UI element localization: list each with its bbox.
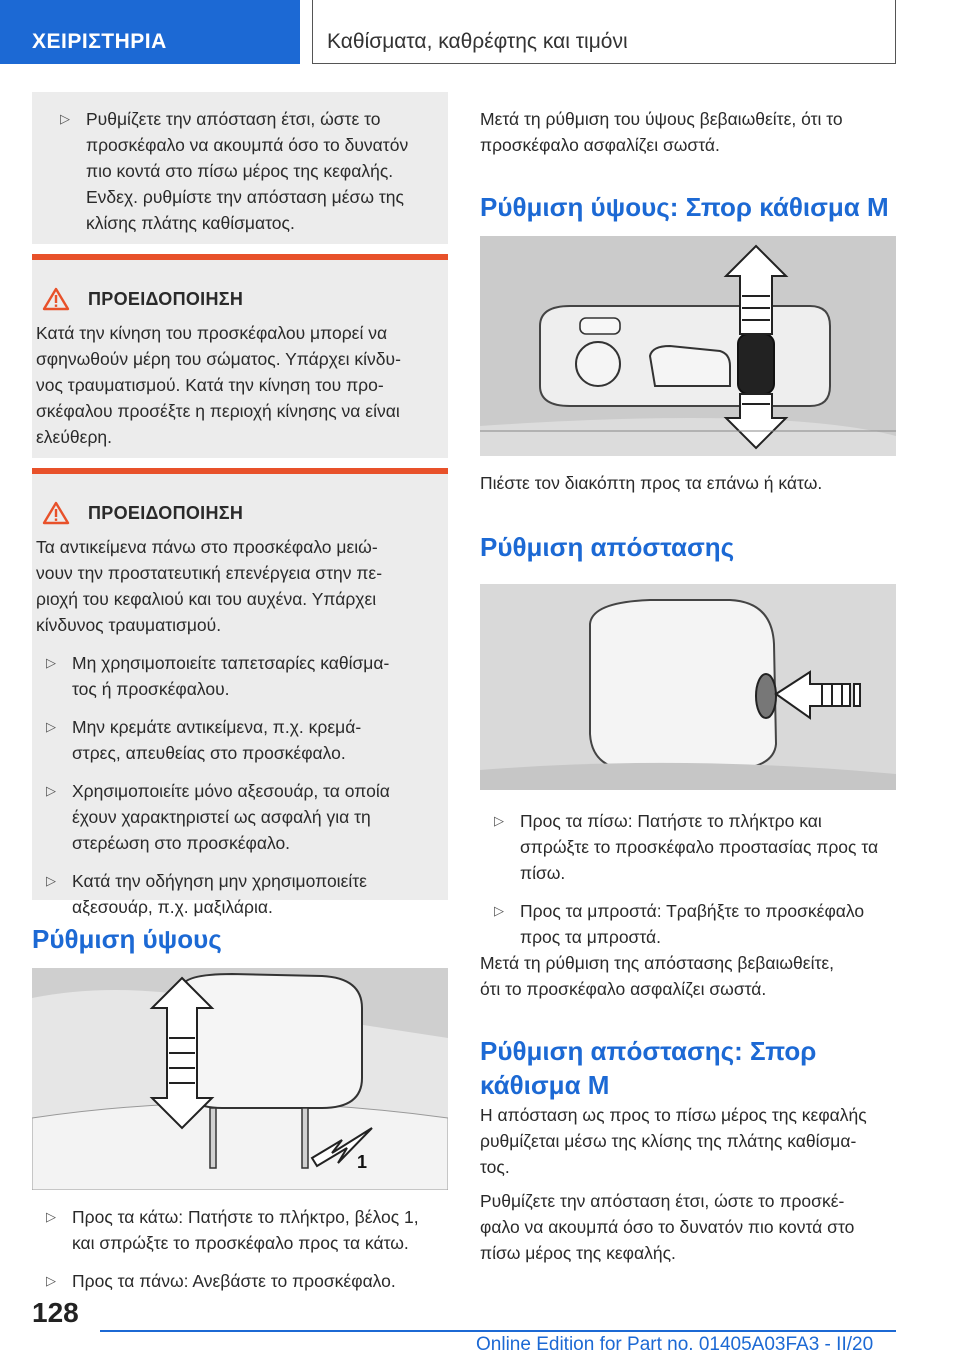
list-line: κλίσης πλάτης καθίσματος.: [86, 213, 295, 233]
chapter-title: Καθίσματα, καθρέφτης και τιμόνι: [312, 0, 896, 64]
distance-bullet-list: [480, 808, 896, 950]
list-item: [32, 778, 434, 856]
triangle-bullet-icon: ▷: [46, 719, 56, 734]
warning-triangle-icon: [42, 287, 70, 311]
headrest-distance-figure: [480, 584, 896, 790]
edition-link[interactable]: Online Edition for Part no. 01405A03FA3 - II/20: [476, 1334, 874, 1355]
list-line: στερέωση στο προσκέφαλο.: [72, 833, 291, 853]
text-line: νος τραυματισμού. Κατά την κίνηση του προ-: [36, 375, 384, 395]
text-line: ριοχή του κεφαλιού και του αυχένα. Υπάρχει: [36, 589, 377, 609]
intro-note-box: [32, 92, 448, 244]
triangle-bullet-icon: ▷: [46, 655, 56, 670]
text-line: σκέφαλου προσέξτε η περιοχή κίνησης να είναι: [36, 401, 400, 421]
section-heading-height: Ρύθμιση ύψους: [32, 924, 222, 954]
warning-box: [32, 254, 448, 458]
heading-line: κάθισμα M: [480, 1070, 610, 1100]
warning-bullet-list: [32, 638, 448, 920]
list-line: Χρησιμοποιείτε μόνο αξεσουάρ, τα οποία: [72, 781, 390, 801]
switch-caption: Πιέστε τον διακόπτη προς τα επάνω ή κάτω.: [480, 473, 823, 493]
triangle-bullet-icon: ▷: [46, 783, 56, 798]
warning-header: [32, 474, 448, 530]
sport-seat-switch-figure: [480, 236, 896, 456]
list-line: έχουν χαρακτηριστεί ως ασφαλή για τη: [72, 807, 371, 827]
text-line: κίνδυνος τραυματισμού.: [36, 615, 222, 635]
list-line: Ρυθμίζετε την απόσταση έτσι, ώστε το: [86, 109, 381, 129]
text-line: Τα αντικείμενα πάνω στο προσκέφαλο μειώ-: [36, 537, 378, 557]
text-line: Μετά τη ρύθμιση της απόστασης βεβαιωθείτε,: [480, 953, 835, 973]
list-line: και σπρώξτε το προσκέφαλο προς τα κάτω.: [72, 1233, 409, 1253]
list-line: Προς τα μπροστά: Τραβήξτε το προσκέφαλο: [520, 901, 865, 921]
text-line: σφηνωθούν μέρη του σώματος. Υπάρχει κίνδυ-: [36, 349, 401, 369]
page-header: [0, 0, 960, 64]
list-line: Προς τα πάνω: Ανεβάστε το προσκέφαλο.: [72, 1271, 396, 1291]
height-confirm-paragraph: [480, 106, 896, 158]
list-line: αξεσουάρ, π.χ. μαξιλάρια.: [72, 897, 273, 917]
section-heading-sport-height: Ρύθμιση ύψους: Σπορ κάθισμα M: [480, 192, 889, 222]
warning-text: [32, 316, 448, 450]
list-line: πίσω.: [520, 863, 566, 883]
distance-illustration: [480, 584, 896, 790]
distance-sport-paragraph: [480, 1102, 896, 1180]
triangle-bullet-icon: ▷: [46, 1273, 56, 1288]
warning-box: [32, 468, 448, 917]
list-item: [32, 868, 434, 920]
list-line: σπρώξτε το προσκέφαλο προστασίας προς τα: [520, 837, 879, 857]
list-line: Μην κρεμάτε αντικείμενα, π.χ. κρεμά-: [72, 717, 362, 737]
text-line: Μετά τη ρύθμιση του ύψους βεβαιωθείτε, ότι το: [480, 109, 843, 129]
list-line: προσκέφαλο να ακουμπά όσο το δυνατόν: [86, 135, 409, 155]
list-line: Μη χρησιμοποιείτε ταπετσαρίες καθίσμα-: [72, 653, 390, 673]
switch-illustration: [480, 236, 896, 456]
distance-adjust-paragraph: [480, 1188, 896, 1266]
text-line: ότι το προσκέφαλο ασφαλίζει σωστά.: [480, 979, 767, 999]
distance-confirm-paragraph: [480, 950, 896, 1002]
list-item: [32, 1204, 448, 1256]
text-line: Κατά την κίνηση του προσκέφαλου μπορεί να: [36, 323, 388, 343]
headrest-illustration: [32, 968, 448, 1190]
warning-title: ΠΡΟΕΙΔΟΠΟΙΗΣΗ: [88, 502, 244, 523]
triangle-bullet-icon: ▷: [494, 813, 504, 828]
text-line: ρυθμίζεται μέσω της κλίσης της πλάτης καθίσμα-: [480, 1131, 857, 1151]
heading-line: Ρύθμιση απόστασης: Σπορ: [480, 1036, 817, 1066]
list-item: [480, 898, 896, 950]
warning-header: [32, 260, 448, 316]
list-item: [32, 714, 434, 766]
list-line: προς τα μπροστά.: [520, 927, 661, 947]
list-line: στρες, απευθείας στο προσκέφαλο.: [72, 743, 346, 763]
list-line: Ενδεχ. ρυθμίστε την απόσταση μέσω της: [86, 187, 404, 207]
list-item: [480, 808, 896, 886]
list-line: Προς τα πίσω: Πατήστε το πλήκτρο και: [520, 811, 822, 831]
warning-triangle-icon: [42, 501, 70, 525]
list-line: Προς τα κάτω: Πατήστε το πλήκτρο, βέλος 1,: [72, 1207, 419, 1227]
text-line: πίσω μέρος της κεφαλής.: [480, 1243, 676, 1263]
list-line: πιο κοντά στο πίσω μέρος της κεφαλής.: [86, 161, 394, 181]
text-line: φαλο να ακουμπά όσο το δυνατόν πιο κοντά στο: [480, 1217, 855, 1237]
text-line: ελεύθερη.: [36, 427, 113, 447]
warning-title: ΠΡΟΕΙΔΟΠΟΙΗΣΗ: [88, 288, 244, 309]
page-number: 128: [32, 1297, 79, 1328]
list-item: [46, 106, 434, 236]
list-line: τος ή προσκέφαλου.: [72, 679, 230, 699]
section-heading-distance: Ρύθμιση απόστασης: [480, 532, 735, 562]
text-line: νουν την προστατευτική επενέργεια στην πε-: [36, 563, 383, 583]
section-heading-distance-sport: [480, 1034, 816, 1102]
triangle-bullet-icon: ▷: [60, 111, 70, 126]
height-bullet-list: [32, 1204, 448, 1294]
section-tab[interactable]: ΧΕΙΡΙΣΤΗΡΙΑ: [0, 0, 300, 64]
figure-callout-label: 1: [357, 1152, 368, 1172]
headrest-height-figure: [32, 968, 448, 1190]
text-line: Η απόσταση ως προς το πίσω μέρος της κεφαλής: [480, 1105, 867, 1125]
text-line: Ρυθμίζετε την απόσταση έτσι, ώστε το προσκέ-: [480, 1191, 845, 1211]
footer-divider: [100, 1330, 896, 1332]
text-line: προσκέφαλο ασφαλίζει σωστά.: [480, 135, 720, 155]
list-item: [32, 650, 434, 702]
triangle-bullet-icon: ▷: [494, 903, 504, 918]
triangle-bullet-icon: ▷: [46, 1209, 56, 1224]
list-line: Κατά την οδήγηση μην χρησιμοποιείτε: [72, 871, 367, 891]
warning-text: [32, 530, 448, 638]
text-line: τος.: [480, 1157, 510, 1177]
triangle-bullet-icon: ▷: [46, 873, 56, 888]
list-item: [32, 1268, 448, 1294]
